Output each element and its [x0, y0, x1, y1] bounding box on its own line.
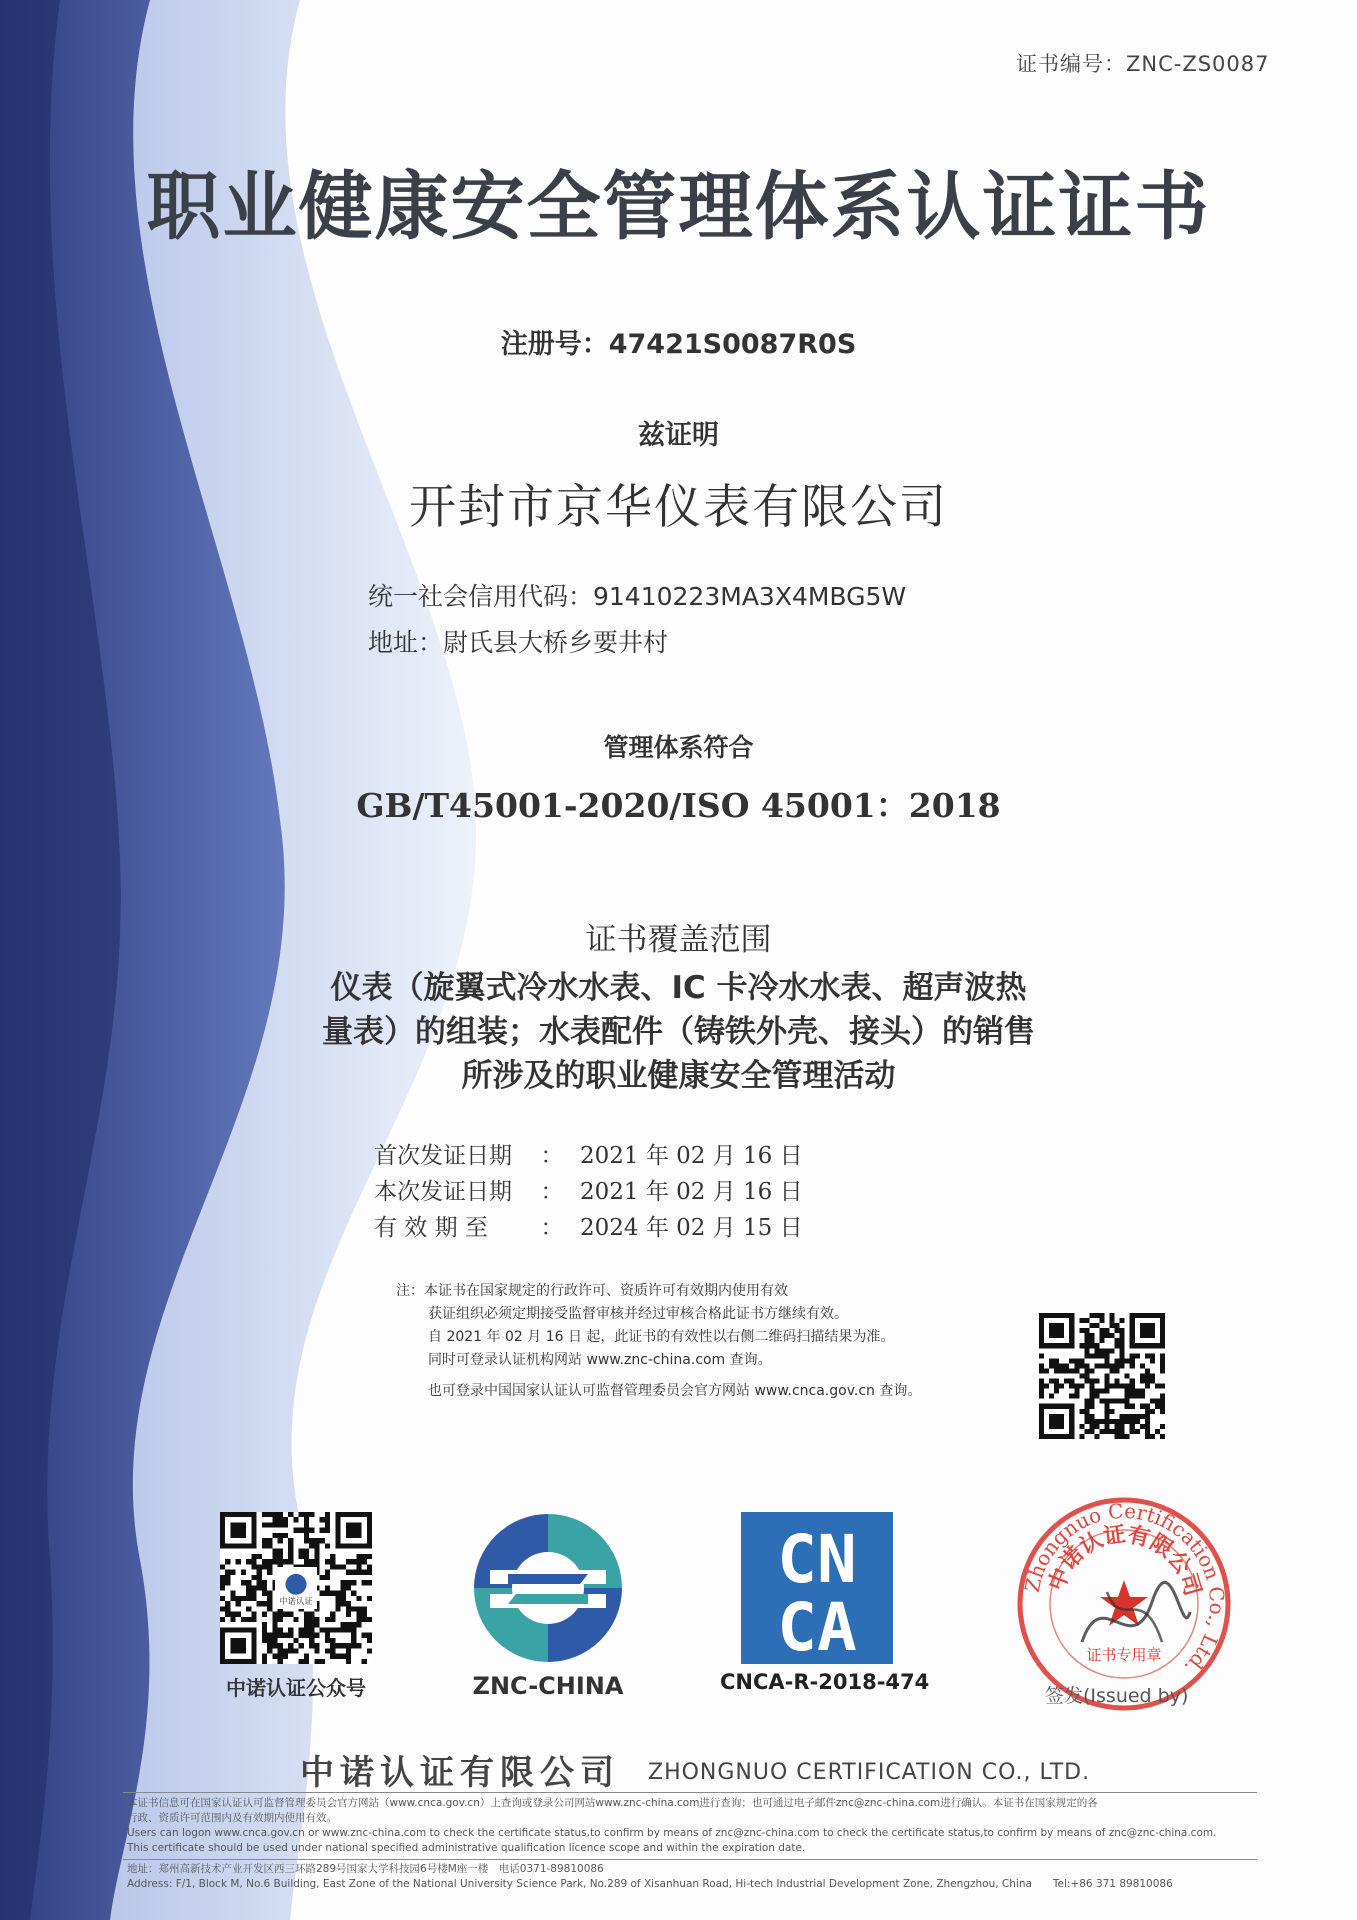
znc-china-logo	[468, 1508, 628, 1668]
wechat-qr-caption: 中诺认证公众号	[226, 1676, 366, 1700]
znc-china-caption: ZNC-CHINA	[472, 1672, 624, 1700]
date-label: 本次发证日期	[374, 1179, 512, 1205]
signature	[1082, 1582, 1190, 1642]
note-line: 同时可登录认证机构网站 www.znc-china.com 查询。	[428, 1352, 772, 1368]
issued-by-label: 签发(Issued by)	[1045, 1685, 1189, 1707]
certificate-number: 证书编号：ZNC-ZS0087	[1016, 52, 1270, 76]
standard-name: GB/T45001-2020/ISO 45001：2018	[356, 786, 1001, 825]
cnca-logo	[741, 1512, 893, 1664]
issuer-address-en: Address: F/1, Block M, No.6 Building, East Zone of the National University Science Park, No.289 of Xisanhuan Road, Hi-tech Industrial Development Zone, Zhengzhou, China Tel:+86 371 89810086	[127, 1878, 1173, 1890]
note-line: 获证组织必须定期接受监督审核并经过审核合格此证书方继续有效。	[428, 1306, 848, 1322]
conformity-heading: 管理体系符合	[603, 733, 754, 762]
seal-ring-en: Zhongnuo Certification Co., Ltd.	[1019, 1498, 1230, 1680]
issuer-name-cn: 中诺认证有限公司	[300, 1753, 620, 1793]
cnca-mark	[741, 1512, 893, 1664]
date-value: 2021 年 02 月 16 日	[580, 1143, 803, 1169]
scope-line: 量表）的组装；水表配件（铸铁外壳、接头）的销售	[322, 1014, 1035, 1050]
wechat-qr-code[interactable]	[220, 1512, 372, 1664]
seal-stamp-text: 证书专用章	[1086, 1646, 1162, 1664]
hereby-certify: 兹证明	[638, 420, 719, 451]
date-row-first-issue: 首次发证日期 ： 2021 年 02 月 16 日	[374, 1138, 803, 1174]
date-label: 首次发证日期	[374, 1143, 512, 1169]
registration-number: 注册号：47421S0087R0S	[500, 329, 857, 360]
cnca-registration: CNCA-R-2018-474	[720, 1670, 930, 1694]
date-table	[374, 1138, 803, 1246]
issuer-name-en: ZHONGNUO CERTIFICATION CO., LTD.	[648, 1760, 1091, 1785]
fine-print-line: 本证书信息可在国家认证认可监督管理委员会官方网站（www.cnca.gov.cn）上查询或登录公司网站www.znc-china.com进行查询；也可通过电子邮件znc@znc-china.com进行确认。本证书在国家规定的各	[127, 1797, 1098, 1809]
credit-code: 统一社会信用代码：91410223MA3X4MBG5W	[368, 582, 907, 611]
qr-center-label: 中诺认证	[279, 1596, 313, 1607]
fine-print-line: Users can logon www.cnca.gov.cn or www.znc-china.com to check the certificate status,to confirm by means of znc@znc-china.com to check the certificate status,to confirm by means of znc@znc-china.com.	[127, 1827, 1217, 1839]
scope-line: 所涉及的职业健康安全管理活动	[461, 1058, 896, 1094]
fine-print-line: 行政、资质许可范围内及有效期内使用有效。	[127, 1812, 337, 1824]
cnca-text-top: CN	[777, 1521, 857, 1598]
issuer-address-cn: 地址：郑州高新技术产业开发区西三环路289号国家大学科技园6号楼M座一楼 电话0371-89810086	[127, 1863, 604, 1875]
certificate-title: 职业健康安全管理体系认证证书	[146, 164, 1211, 250]
company-name: 开封市京华仪表有限公司	[409, 480, 948, 535]
issuer-address	[123, 1860, 1257, 1894]
scope-line: 仪表（旋翼式冷水水表、IC 卡冷水水表、超声波热	[330, 970, 1027, 1006]
company-address: 地址：尉氏县大桥乡要井村	[368, 628, 669, 657]
note-line: 注：本证书在国家规定的行政许可、资质许可有效期内使用有效	[396, 1283, 788, 1299]
verification-qr-code[interactable]	[1039, 1313, 1165, 1439]
date-row-current-issue: 本次发证日期 ： 2021 年 02 月 16 日	[374, 1174, 803, 1210]
date-value: 2021 年 02 月 16 日	[580, 1179, 803, 1205]
note-line: 自 2021 年 02 月 16 日 起，此证书的有效性以右侧二维码扫描结果为准。	[428, 1329, 895, 1345]
date-label: 有 效 期 至	[374, 1215, 488, 1241]
date-row-valid-until: 有 效 期 至 ： 2024 年 02 月 15 日	[374, 1210, 803, 1246]
note-line: 也可登录中国国家认证认可监督管理委员会官方网站 www.cnca.gov.cn 查询。	[428, 1383, 922, 1399]
certificate-notes	[396, 1280, 921, 1403]
seal-ring-cn: 中诺认证有限公司	[1044, 1522, 1205, 1599]
fine-print	[123, 1792, 1257, 1860]
date-value: 2024 年 02 月 15 日	[580, 1215, 803, 1241]
fine-print-line: This certificate should be used under national specified administrative qualification licence scope and within the expiration date.	[127, 1842, 806, 1854]
cnca-text-bottom: CA	[777, 1589, 857, 1664]
scope-text	[0, 966, 1357, 1098]
scope-heading: 证书覆盖范围	[585, 922, 772, 958]
